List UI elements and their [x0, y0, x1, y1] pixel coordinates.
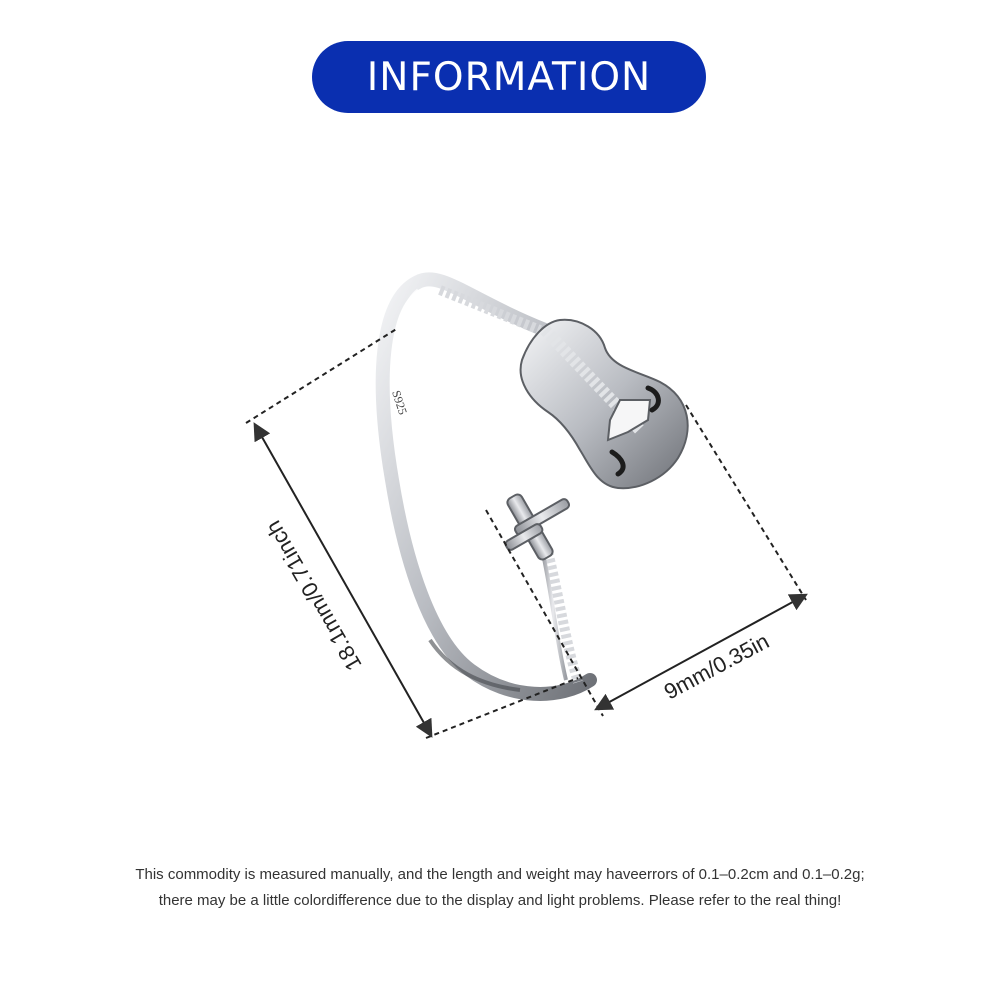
ring-image	[383, 279, 688, 694]
disclaimer-note	[0, 862, 1000, 914]
stamp-text: S925	[389, 388, 411, 417]
disclaimer-line-1: This commodity is measured manually, and the length and weight may haveerrors of 0.1–0.2cm and 0.1–0.2g;	[135, 866, 865, 883]
banner-title: INFORMATION	[366, 54, 652, 100]
violin-charm	[521, 320, 688, 488]
width-label: 9mm/0.35in	[659, 628, 774, 705]
height-label: 18.1mm/0.71inch	[260, 516, 367, 676]
disclaimer-line-2: there may be a little colordifference due to the display and light problems. Please refer to the real thing!	[158, 892, 842, 909]
width-dimension-line	[602, 598, 800, 706]
violin-pegs	[504, 493, 570, 562]
